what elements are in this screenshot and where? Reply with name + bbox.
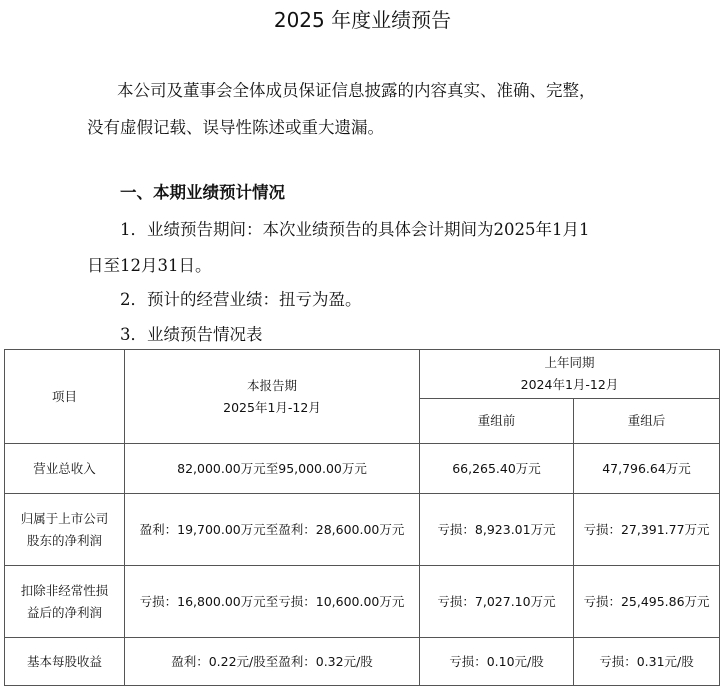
- row-label: [5, 638, 125, 686]
- row-label: [5, 444, 125, 494]
- item-1-line-1: 1．业绩预告期间：本次业绩预告的具体会计期间为2025年1月1: [120, 220, 590, 239]
- row-label: [5, 494, 125, 566]
- current-value: 盈利：0.22元/股至盈利：0.32元/股: [125, 638, 420, 686]
- row-label-text: 基本每股收益: [26, 653, 102, 669]
- table-row: [5, 638, 720, 686]
- header-item: 项目: [5, 350, 125, 444]
- row-label-text: 归属于上市公司: [20, 510, 109, 526]
- before-value: 亏损：7,027.10万元: [420, 566, 574, 638]
- header-prior-period: [420, 350, 720, 399]
- header-prior-dates: 2024年1月-12月: [520, 377, 619, 392]
- current-value: 82,000.00万元至95,000.00万元: [125, 444, 420, 494]
- before-value: 亏损：8,923.01万元: [420, 494, 574, 566]
- before-value: 66,265.40万元: [420, 444, 574, 494]
- intro-line-1: 本公司及董事会全体成员保证信息披露的内容真实、准确、完整，: [117, 81, 596, 100]
- header-prior-label: 上年同期: [544, 355, 595, 370]
- row-label: [5, 566, 125, 638]
- item-3: 3．业绩预告情况表: [120, 325, 263, 344]
- row-label-text: 股东的净利润: [26, 532, 102, 548]
- current-value: 亏损：16,800.00万元至亏损：10,600.00万元: [125, 566, 420, 638]
- header-current-dates: 2025年1月-12月: [223, 399, 321, 415]
- item-1-line-2: 日至12月31日。: [87, 256, 212, 275]
- after-value: 亏损：25,495.86万元: [574, 566, 720, 638]
- row-label-text: 营业总收入: [33, 460, 96, 476]
- row-label-text: 益后的净利润: [26, 604, 102, 620]
- intro-line-2: 没有虚假记载、误导性陈述或重大遗漏。: [87, 118, 384, 137]
- header-after-restructuring: 重组后: [574, 399, 720, 444]
- after-value: 亏损：27,391.77万元: [574, 494, 720, 566]
- table-row: [5, 566, 720, 638]
- document-title: 2025 年度业绩预告: [273, 8, 452, 32]
- header-current-period: [125, 350, 420, 444]
- row-label-text: 扣除非经常性损: [20, 582, 109, 598]
- after-value: 亏损：0.31元/股: [574, 638, 720, 686]
- section-heading: 一、本期业绩预计情况: [120, 183, 285, 202]
- table-row: [5, 494, 720, 566]
- current-value: 盈利：19,700.00万元至盈利：28,600.00万元: [125, 494, 420, 566]
- forecast-table: [4, 349, 720, 686]
- table-row: [5, 444, 720, 494]
- item-2: 2．预计的经营业绩：扭亏为盈。: [120, 290, 362, 309]
- before-value: 亏损：0.10元/股: [420, 638, 574, 686]
- header-before-restructuring: 重组前: [420, 399, 574, 444]
- after-value: 47,796.64万元: [574, 444, 720, 494]
- header-current-label: 本报告期: [246, 377, 297, 393]
